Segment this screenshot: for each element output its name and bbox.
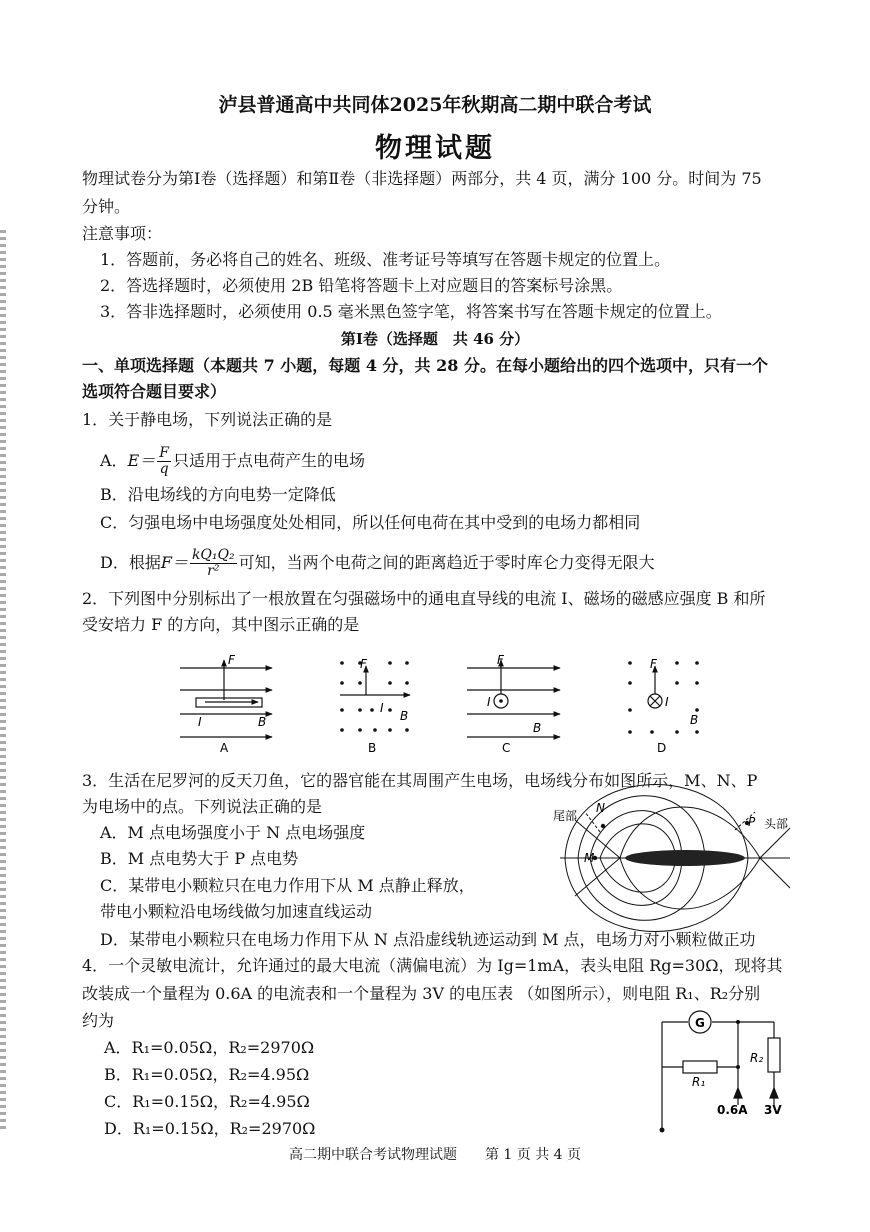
q2-label-a: A xyxy=(220,741,229,755)
q1-stem: 1．关于静电场，下列说法正确的是 xyxy=(82,410,333,429)
exam-title: 泸县普通高中共同体2025年秋期高二期中联合考试 xyxy=(218,94,652,116)
q3-line-2: 为电场中的点。下列说法正确的是 xyxy=(82,797,323,816)
section-heading-line-2: 选项符合题目要求） xyxy=(82,382,227,401)
q4-option-b: B．R₁=0.05Ω，R₂=4.95Ω xyxy=(104,1065,310,1084)
q1-d-num: kQ₁Q₂ xyxy=(191,547,235,563)
q1-d-lhs: F＝ xyxy=(160,553,188,572)
q3-line-1: 3．生活在尼罗河的反天刀鱼，它的器官能在其周围产生电场，电场线分布如图所示，M、N、P xyxy=(82,771,758,790)
q2-line-1: 2．下列图中分别标出了一根放置在匀强磁场中的通电直导线的电流 I、磁场的磁感应强度 B 和所 xyxy=(82,589,766,608)
q2-b-I: I xyxy=(380,701,384,715)
terminal-06a-label: 0.6A xyxy=(717,1103,748,1117)
note-1: 1．答题前，务必将自己的姓名、班级、准考证号等填写在答题卡规定的位置上。 xyxy=(100,250,671,269)
q4-line-2: 改装成一个量程为 0.6A 的电流表和一个量程为 3V 的电压表 （如图所示），则电阻 R₁、R₂分别 xyxy=(82,984,761,1003)
q3-option-d: D．某带电小颗粒只在电场力作用下从 N 点沿虚线轨迹运动到 M 点，电场力对小颗粒做正功 xyxy=(100,930,756,949)
q2-c-B: B xyxy=(533,721,542,735)
q2-a-I: I xyxy=(198,715,202,729)
q1-a-text: 只适用于点电荷产生的电场 xyxy=(172,451,365,470)
q4-option-a: A．R₁=0.05Ω，R₂=2970Ω xyxy=(104,1038,315,1057)
q1-a-num: F xyxy=(159,445,169,461)
q1-a-prefix: A． xyxy=(100,451,128,470)
q2-a-F: F xyxy=(228,653,235,667)
q1-option-b: B．沿电场线的方向电势一定降低 xyxy=(100,485,336,504)
q2-label-b: B xyxy=(368,741,377,755)
q1-a-lhs: E＝ xyxy=(127,451,156,470)
q1-a-den: q xyxy=(159,461,169,477)
q1-d-text: 可知，当两个电荷之间的距离趋近于零时库仑力变得无限大 xyxy=(238,553,655,572)
point-m-label: M xyxy=(584,851,595,865)
point-n-label: N xyxy=(596,801,605,815)
q2-c-I: I xyxy=(487,695,491,709)
fish-tail-label: 尾部 xyxy=(553,809,578,823)
intro-line-1: 物理试卷分为第Ⅰ卷（选择题）和第Ⅱ卷（非选择题）两部分，共 4 页，满分 100 分。时间为 75 xyxy=(82,169,762,188)
note-2: 2．答选择题时，必须使用 2B 铅笔将答题卡上对应题目的答案标号涂黑。 xyxy=(100,276,623,295)
part1-heading: 第Ⅰ卷（选择题 共 46 分） xyxy=(340,330,530,348)
q4-option-c: C．R₁=0.15Ω，R₂=4.95Ω xyxy=(104,1092,310,1111)
q2-a-B: B xyxy=(258,715,267,729)
q3-option-b: B．M 点电势大于 P 点电势 xyxy=(100,849,299,868)
terminal-3v-label: 3V xyxy=(764,1103,782,1117)
r2-label: R₂ xyxy=(750,1051,764,1065)
q2-c-F: F xyxy=(497,653,504,667)
q2-line-2: 受安培力 F 的方向，其中图示正确的是 xyxy=(82,615,360,634)
intro-line-2: 分钟。 xyxy=(82,197,131,216)
q2-label-d: D xyxy=(657,741,667,755)
q4-option-d: D．R₁=0.15Ω，R₂=2970Ω xyxy=(104,1119,316,1138)
page-footer: 高二期中联合考试物理试题 第 1 页 共 4 页 xyxy=(288,1147,582,1163)
q2-b-F: F xyxy=(360,657,367,671)
q1-d-prefix: D．根据 xyxy=(100,553,161,572)
q1-d-den: r² xyxy=(207,563,220,579)
q3-option-c-line-1: C．某带电小颗粒只在电力作用下从 M 点静止释放， xyxy=(100,876,475,895)
q4-line-3: 约为 xyxy=(82,1011,115,1030)
note-3: 3．答非选择题时，必须使用 0.5 毫米黑色签字笔，将答案书写在答题卡规定的位置上。 xyxy=(100,302,722,321)
section-heading-line-1: 一、单项选择题（本题共 7 小题，每题 4 分，共 28 分。在每小题给出的四个选项中，只有一个 xyxy=(82,356,768,375)
q3-option-a: A．M 点电场强度小于 N 点电场强度 xyxy=(100,823,366,842)
fish-head-label: 头部 xyxy=(764,817,789,831)
q2-b-B: B xyxy=(400,709,409,723)
subject-title: 物理试题 xyxy=(375,133,495,164)
q1-option-c: C．匀强电场中电场强度处处相同，所以任何电荷在其中受到的电场力都相同 xyxy=(100,513,641,532)
q3-option-c-line-2: 带电小颗粒沿电场线做匀加速直线运动 xyxy=(100,902,373,921)
galvanometer-icon: G xyxy=(695,1016,705,1030)
q2-d-F: F xyxy=(650,657,657,671)
point-p-label: P xyxy=(748,815,756,829)
notes-title: 注意事项： xyxy=(82,224,163,243)
q2-d-B: B xyxy=(690,713,699,727)
r1-label: R₁ xyxy=(692,1075,706,1089)
q2-label-c: C xyxy=(502,741,511,755)
q2-d-I: I xyxy=(665,695,669,709)
q4-line-1: 4．一个灵敏电流计，允许通过的最大电流（满偏电流）为 Ig=1mA，表头电阻 Rg=30Ω，现将其 xyxy=(82,956,783,975)
